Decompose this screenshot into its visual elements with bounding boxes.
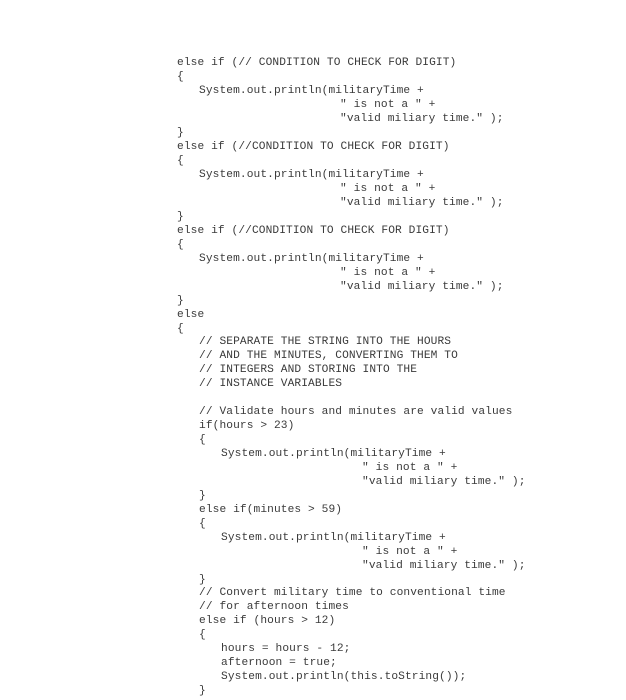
code-line: // SEPARATE THE STRING INTO THE HOURS [199,336,452,348]
code-line: System.out.println(militaryTime + [199,85,424,97]
code-line: { [199,518,206,530]
code-line: hours = hours - 12; [221,643,351,655]
code-line: // AND THE MINUTES, CONVERTING THEM TO [199,350,458,362]
code-line: { [177,155,184,167]
code-line: "valid miliary time." ); [362,560,526,572]
code-line: "valid miliary time." ); [362,476,526,488]
code-line: " is not a " + [362,462,458,474]
code-line: else if (// CONDITION TO CHECK FOR DIGIT) [177,57,457,69]
code-line: } [199,490,206,502]
code-line: " is not a " + [340,267,436,279]
code-line: afternoon = true; [221,657,337,669]
code-line: System.out.println(militaryTime + [221,532,446,544]
code-line: System.out.println(militaryTime + [221,448,446,460]
code-line: "valid miliary time." ); [340,113,504,125]
code-line: { [199,434,206,446]
code-line: } [177,211,184,223]
code-line: " is not a " + [340,99,436,111]
code-line: else [177,309,205,321]
code-line: else if (//CONDITION TO CHECK FOR DIGIT) [177,225,450,237]
code-line: System.out.println(militaryTime + [199,169,424,181]
code-line: " is not a " + [362,546,458,558]
code-line: // Convert military time to conventional time [199,587,506,599]
code-line: else if (hours > 12) [199,615,336,627]
code-line: // for afternoon times [199,601,349,613]
code-line: } [199,685,206,697]
code-line: "valid miliary time." ); [340,281,504,293]
code-line: { [177,71,184,83]
code-line: // INTEGERS AND STORING INTO THE [199,364,418,376]
code-line: System.out.println(this.toString()); [221,671,467,683]
code-line: } [177,127,184,139]
code-line: "valid miliary time." ); [340,197,504,209]
code-line: } [199,574,206,586]
code-line: " is not a " + [340,183,436,195]
code-line: System.out.println(militaryTime + [199,253,424,265]
code-line: { [177,323,184,335]
code-line: // INSTANCE VARIABLES [199,378,343,390]
code-line: { [177,239,184,251]
code-line: // Validate hours and minutes are valid values [199,406,513,418]
code-line: if(hours > 23) [199,420,295,432]
code-line: else if(minutes > 59) [199,504,343,516]
code-line: } [177,295,184,307]
code-line: { [199,629,206,641]
code-line: else if (//CONDITION TO CHECK FOR DIGIT) [177,141,450,153]
